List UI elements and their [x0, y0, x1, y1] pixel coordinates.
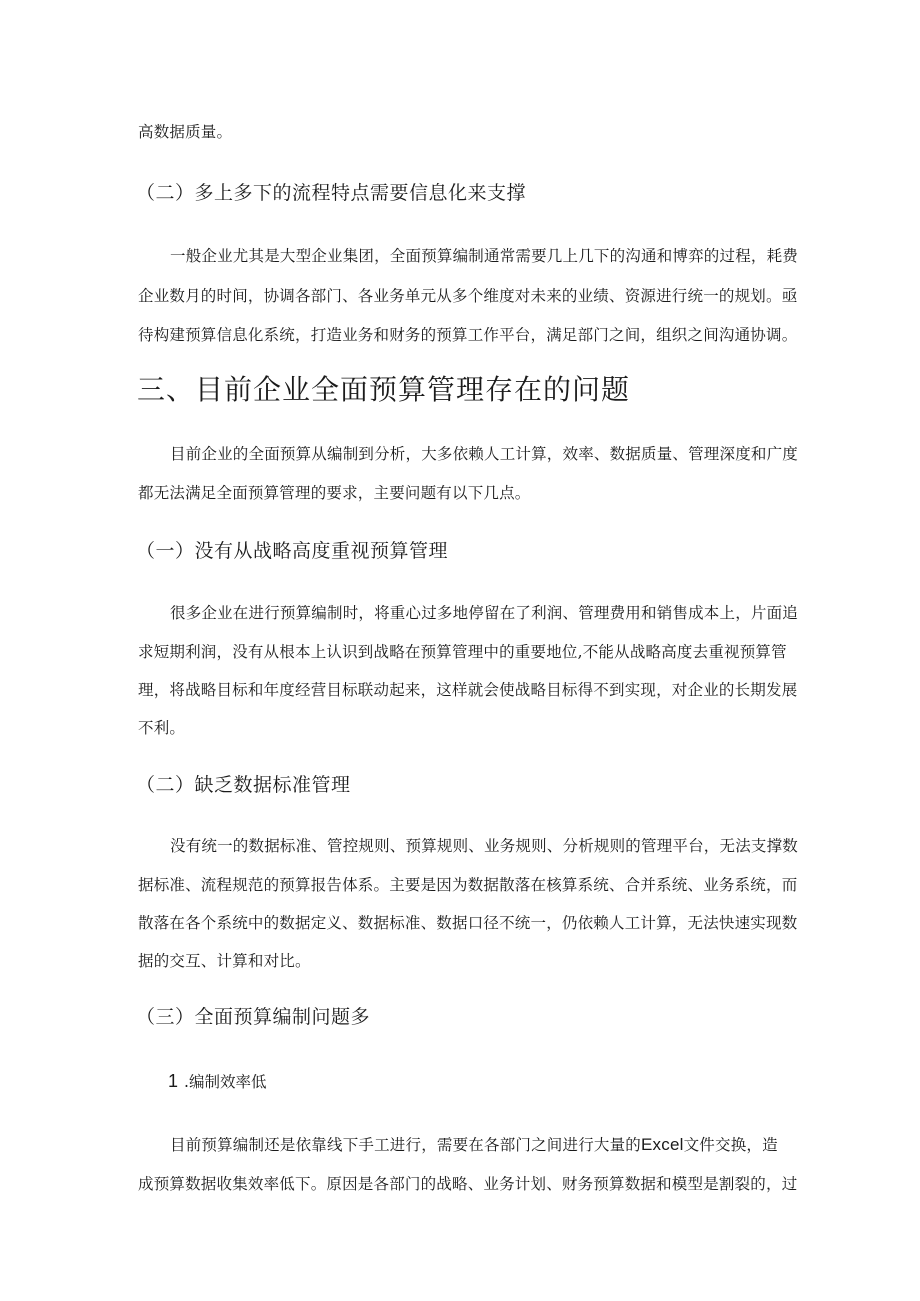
subsection-title: .编制效率低: [184, 1073, 267, 1091]
paragraph-line: 据标准、流程规范的预算报告体系。主要是因为数据散落在核算系统、合并系统、业务系统，而: [138, 876, 798, 894]
paragraph-line: 一般企业尤其是大型企业集团，全面预算编制通常需要几上几下的沟通和博弈的过程，耗费: [170, 247, 799, 265]
paragraph-line: 散落在各个系统中的数据定义、数据标准、数据口径不统一，仍依赖人工计算，无法快速实现数: [138, 914, 798, 932]
paragraph-line: 求短期利润，没有从根本上认识到战略在预算管理中的重要地位,不能从战略高度去重视预算管: [138, 643, 787, 661]
paragraph-text: 目前预算编制还是依靠线下手工进行，需要在各部门之间进行大量的: [170, 1136, 642, 1154]
section-heading: （一）没有从战略高度重视预算管理: [136, 540, 449, 562]
chapter-heading: 三、目前企业全面预算管理存在的问题: [137, 373, 631, 406]
paragraph-line: 待构建预算信息化系统，打造业务和财务的预算工作平台，满足部门之间，组织之间沟通协调。: [138, 326, 798, 344]
section-heading: （二）多上多下的流程特点需要信息化来支撑: [136, 182, 527, 204]
paragraph-line: 很多企业在进行预算编制时，将重心过多地停留在了利润、管理费用和销售成本上，片面追: [170, 604, 799, 622]
paragraph-text: 文件交换，造: [683, 1136, 778, 1154]
paragraph-line: 没有统一的数据标准、管控规则、预算规则、业务规则、分析规则的管理平台，无法支撑数: [170, 837, 799, 855]
paragraph-line: 都无法满足全面预算管理的要求，主要问题有以下几点。: [138, 484, 531, 502]
paragraph-line: 目前企业的全面预算从编制到分析，大多依赖人工计算，效率、数据质量、管理深度和广度: [170, 445, 799, 463]
paragraph-line: 企业数月的时间，协调各部门、各业务单元从多个维度对未来的业绩、资源进行统一的规划。亟: [138, 287, 798, 305]
paragraph-line: [170, 1133, 778, 1155]
section-heading: （三）全面预算编制问题多: [136, 1006, 371, 1028]
paragraph-line: 理，将战略目标和年度经营目标联动起来，这样就会使战略目标得不到实现，对企业的长期发展: [138, 681, 798, 699]
paragraph-line: 不利。: [138, 719, 186, 737]
paragraph-line: 成预算数据收集效率低下。原因是各部门的战略、业务计划、财务预算数据和模型是割裂的，过: [138, 1175, 798, 1193]
excel-term: Excel: [641, 1135, 684, 1154]
paragraph-line: 高数据质量。: [138, 123, 233, 141]
paragraph-line: 据的交互、计算和对比。: [138, 952, 311, 970]
section-heading: （二）缺乏数据标准管理: [136, 774, 351, 796]
subsection-heading: [168, 1070, 266, 1092]
subsection-number: 1: [168, 1071, 179, 1091]
